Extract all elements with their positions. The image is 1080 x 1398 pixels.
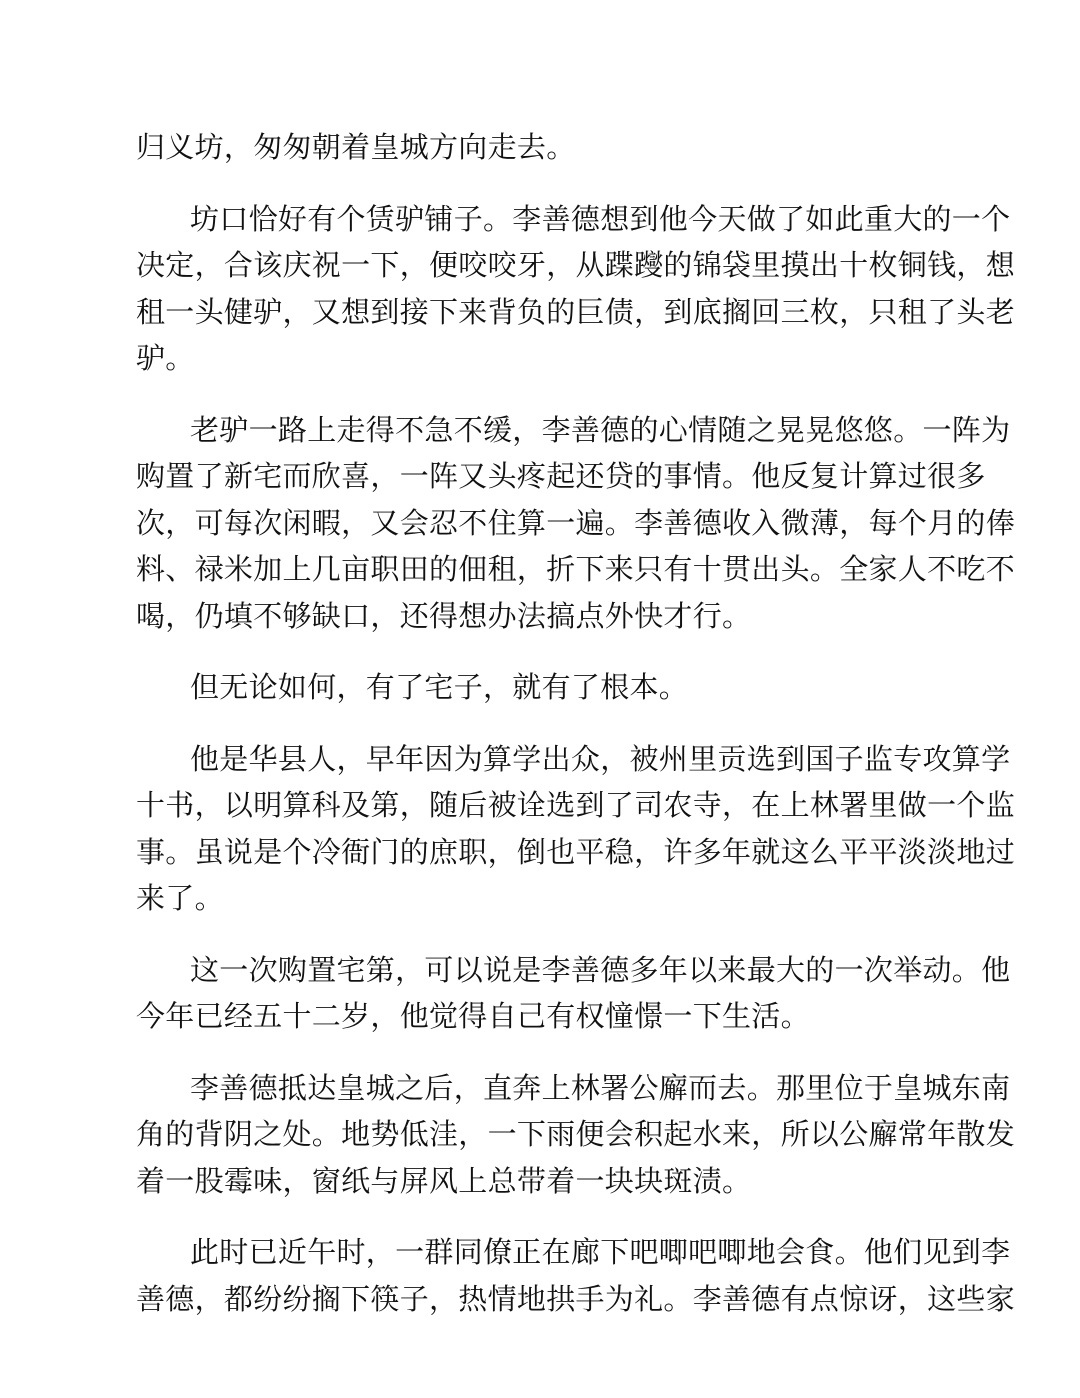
text-line: 归义坊，匆匆朝着皇城方向走去。 xyxy=(136,130,576,164)
text-line: 他是华县人，早年因为算学出众，被州里贡选到国子监专攻算学 xyxy=(190,741,1011,776)
text-line: 今年已经五十二岁，他觉得自己有权憧憬一下生活。 xyxy=(136,999,810,1033)
text-line: 着一股霉味，窗纸与屏风上总带着一块块斑渍。 xyxy=(136,1163,752,1198)
text-line: 老驴一路上走得不急不缓，李善德的心情随之晃晃悠悠。一阵为 xyxy=(190,412,1011,447)
text-line: 坊口恰好有个赁驴铺子。李善德想到他今天做了如此重大的一个 xyxy=(190,201,1011,236)
text-line: 事。虽说是个冷衙门的庶职，倒也平稳，许多年就这么平平淡淡地过 xyxy=(136,834,1016,869)
text-line: 来了。 xyxy=(136,881,224,915)
text-line: 决定，合该庆祝一下，便咬咬牙，从蹀躞的锦袋里摸出十枚铜钱，想 xyxy=(136,248,1016,282)
text-line: 喝，仍填不够缺口，还得想办法搞点外快才行。 xyxy=(136,598,752,633)
body-text xyxy=(136,124,1016,1347)
text-line: 但无论如何，有了宅子，就有了根本。 xyxy=(190,670,689,704)
text-line: 次，可每次闲暇，又会忍不住算一遍。李善德收入微薄，每个月的俸 xyxy=(136,505,1016,540)
text-line: 善德，都纷纷搁下筷子，热情地拱手为礼。李善德有点惊讶，这些家 xyxy=(136,1281,1016,1316)
text-line: 购置了新宅而欣喜，一阵又头疼起还贷的事情。他反复计算过很多 xyxy=(136,459,986,493)
paragraph-5 xyxy=(136,736,1016,922)
paragraph-1 xyxy=(136,124,946,171)
paragraph-6 xyxy=(136,947,1011,1040)
paragraph-8 xyxy=(136,1229,1016,1322)
text-line: 李善德抵达皇城之后，直奔上林署公廨而去。那里位于皇城东南 xyxy=(190,1070,1011,1105)
paragraph-3 xyxy=(136,407,1016,640)
text-line: 料、禄米加上几亩职田的佃租，折下来只有十贯出头。全家人不吃不 xyxy=(136,552,1016,586)
text-line: 租一头健驴，又想到接下来背负的巨债，到底搁回三枚，只租了头老 xyxy=(136,294,1016,329)
paragraph-4 xyxy=(136,664,946,711)
text-line: 驴。 xyxy=(136,341,195,375)
paragraph-2 xyxy=(136,196,1016,382)
text-line: 此时已近午时，一群同僚正在廊下吧唧吧唧地会食。他们见到李 xyxy=(190,1235,1011,1269)
text-line: 角的背阴之处。地势低洼，一下雨便会积起水来，所以公廨常年散发 xyxy=(136,1117,1016,1151)
paragraph-7 xyxy=(136,1065,1016,1205)
text-line: 这一次购置宅第，可以说是李善德多年以来最大的一次举动。他 xyxy=(190,952,1011,987)
text-line: 十书，以明算科及第，随后被诠选到了司农寺，在上林署里做一个监 xyxy=(136,788,1016,822)
